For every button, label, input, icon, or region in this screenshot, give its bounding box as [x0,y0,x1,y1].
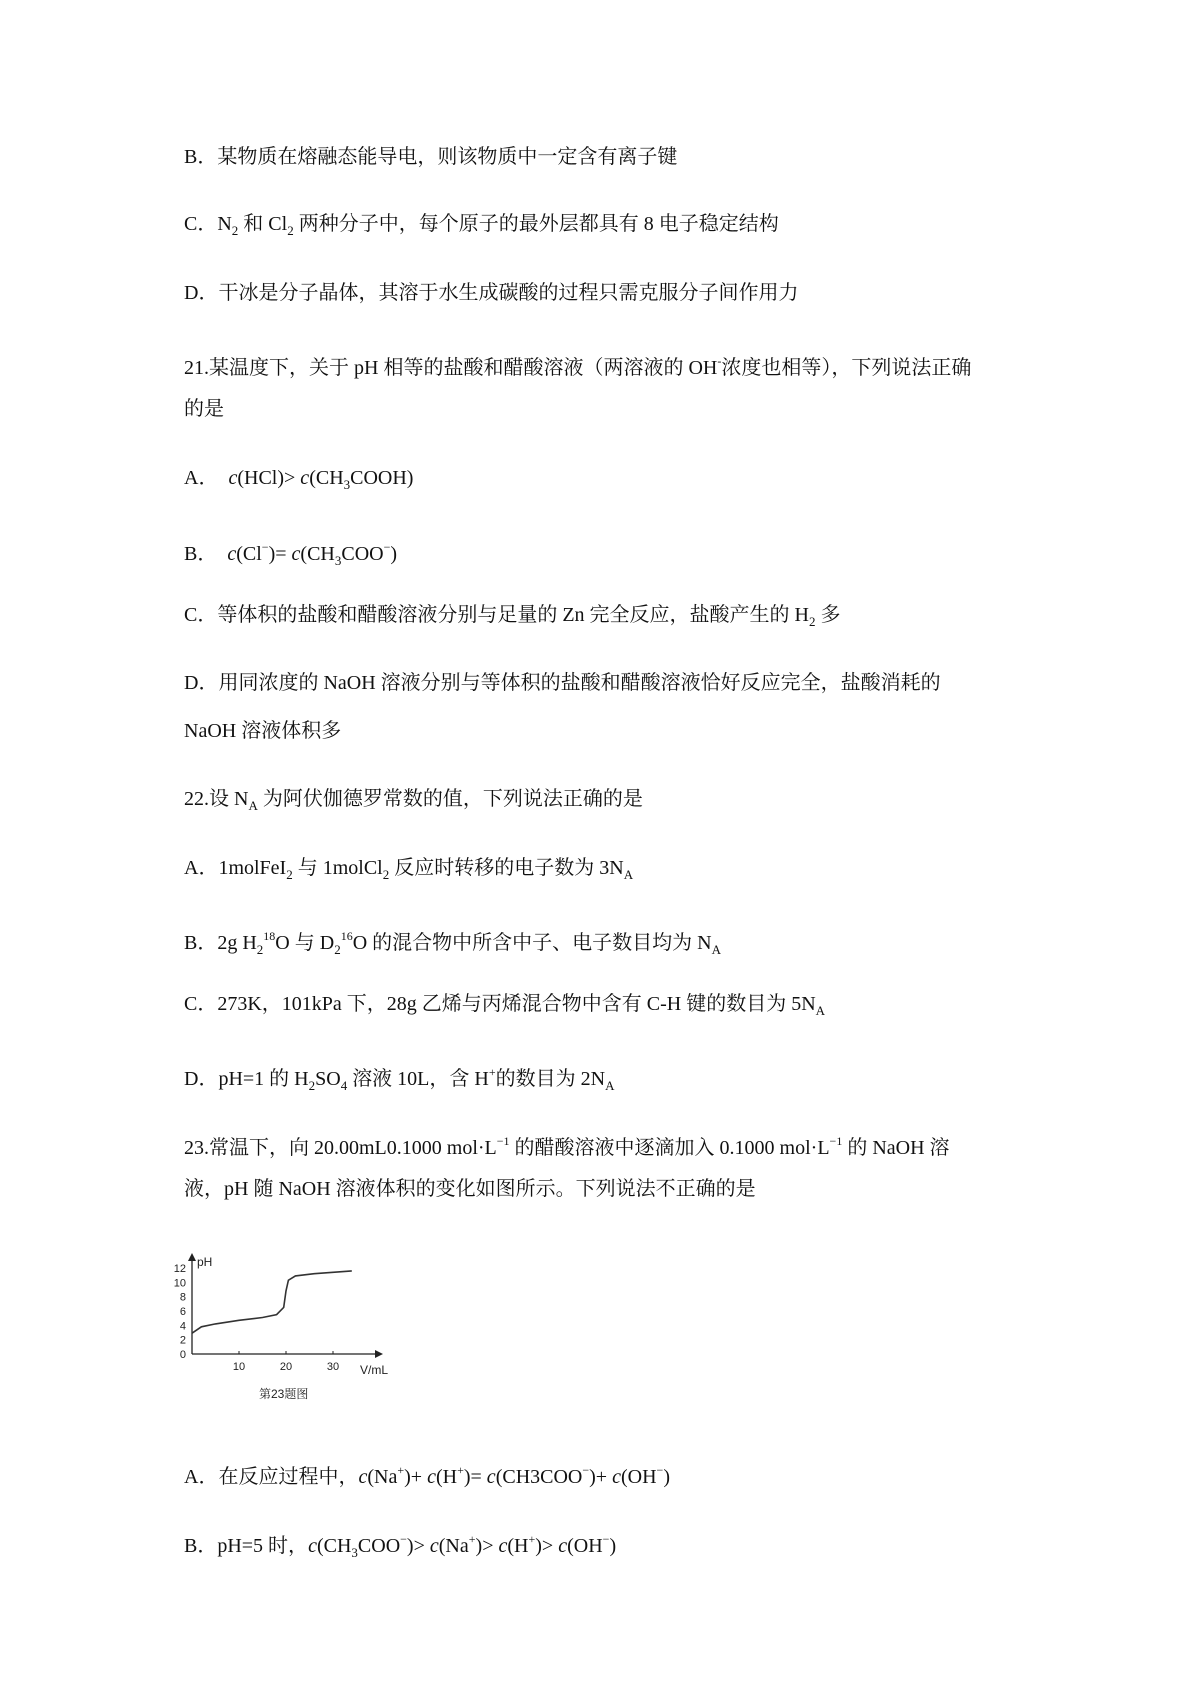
q23-b: B．pH=5 时，$c(CH_3COO^-)> c(Na^+)> c(H^+)> c(OH^-)$ [184,1532,617,1560]
x-tick-label: 20 [279,1361,293,1373]
y-tick-label: 12 [173,1263,186,1275]
q21-a: A． $c(HCl)> c(CH_3COOH)$ [184,467,414,492]
q23-stem-2: 液，pH 随 NaOH 溶液体积的变化如图所示。下列说法不正确的是 [184,1178,756,1200]
ph-curve [192,1271,352,1333]
q22-d: D．pH=1 的 $H_2SO_4$ 溶液 10L，含 H+的数目为 $2N_A$ [184,1065,615,1093]
q23-stem-1: 23.常温下，向 20.00mL0.1000 $mol\cdot L^{-1}$ 的醋酸溶液中逐滴加入 0.1000 $mol\cdot L^{-1}$ 的 NaOH 溶 [184,1134,950,1159]
q21-d-2: NaOH 溶液体积多 [184,720,342,742]
q21-b: B． $c(Cl^-)= c(CH_3COO^-)$ [184,540,398,568]
y-tick-label: 10 [173,1277,186,1290]
figure-caption: 第23题图 [259,1387,309,1401]
x-tick-label: 10 [232,1361,246,1373]
q21-c: C．等体积的盐酸和醋酸溶液分别与足量的 Zn 完全反应，盐酸产生的 $H_2$ 多 [184,604,841,629]
q23-a: A．在反应过程中，c(Na+)+ c(H+)= c(CH3COO−)+ c(OH−) [184,1463,670,1488]
y-tick-label: 4 [179,1320,186,1333]
y-tick-label: 0 [179,1349,186,1361]
q20-d: D．干冰是分子晶体，其溶于水生成碳酸的过程只需克服分子间作用力 [184,282,799,304]
q22-b: B．2g $H_2^{18}O$ 与 $D_2^{16}O$ 的混合物中所含中子、电子数目均为 $N_A$ [184,929,721,957]
x-tick-label: 30 [326,1361,340,1373]
q21-stem-2: 的是 [184,398,224,420]
q20-b: B．某物质在熔融态能导电，则该物质中一定含有离子键 [184,146,678,168]
q22-c: C．273K，101kPa 下，28g 乙烯与丙烯混合物中含有 C-H 键的数目为 $5N_A$ [184,993,826,1018]
titration-curve-figure [173,1248,440,1408]
q22-stem: 22.设 $N_A$ 为阿伏伽德罗常数的值，下列说法正确的是 [184,788,643,813]
y-tick-label: 2 [179,1334,186,1347]
x-axis-label: V/mL [360,1363,389,1377]
q22-a: A．1molFeI$_2$ 与 1molCl$_2$ 反应时转移的电子数为 $3N_A$ [184,857,634,882]
y-tick-label: 8 [179,1291,186,1304]
y-axis-label: pH [197,1255,213,1269]
x-axis-arrow [375,1350,383,1358]
y-tick-label: 6 [179,1306,186,1318]
q20-c: C．$N_2$ 和 $Cl_2$ 两种分子中，每个原子的最外层都具有 8 电子稳定结构 [184,213,779,238]
y-axis-arrow [188,1253,196,1261]
q21-stem-1: 21.某温度下，关于 pH 相等的盐酸和醋酸溶液（两溶液的 OH-浓度也相等），下列说法正确 [184,354,972,379]
q21-d-1: D．用同浓度的 NaOH 溶液分别与等体积的盐酸和醋酸溶液恰好反应完全，盐酸消耗的 [184,672,941,694]
